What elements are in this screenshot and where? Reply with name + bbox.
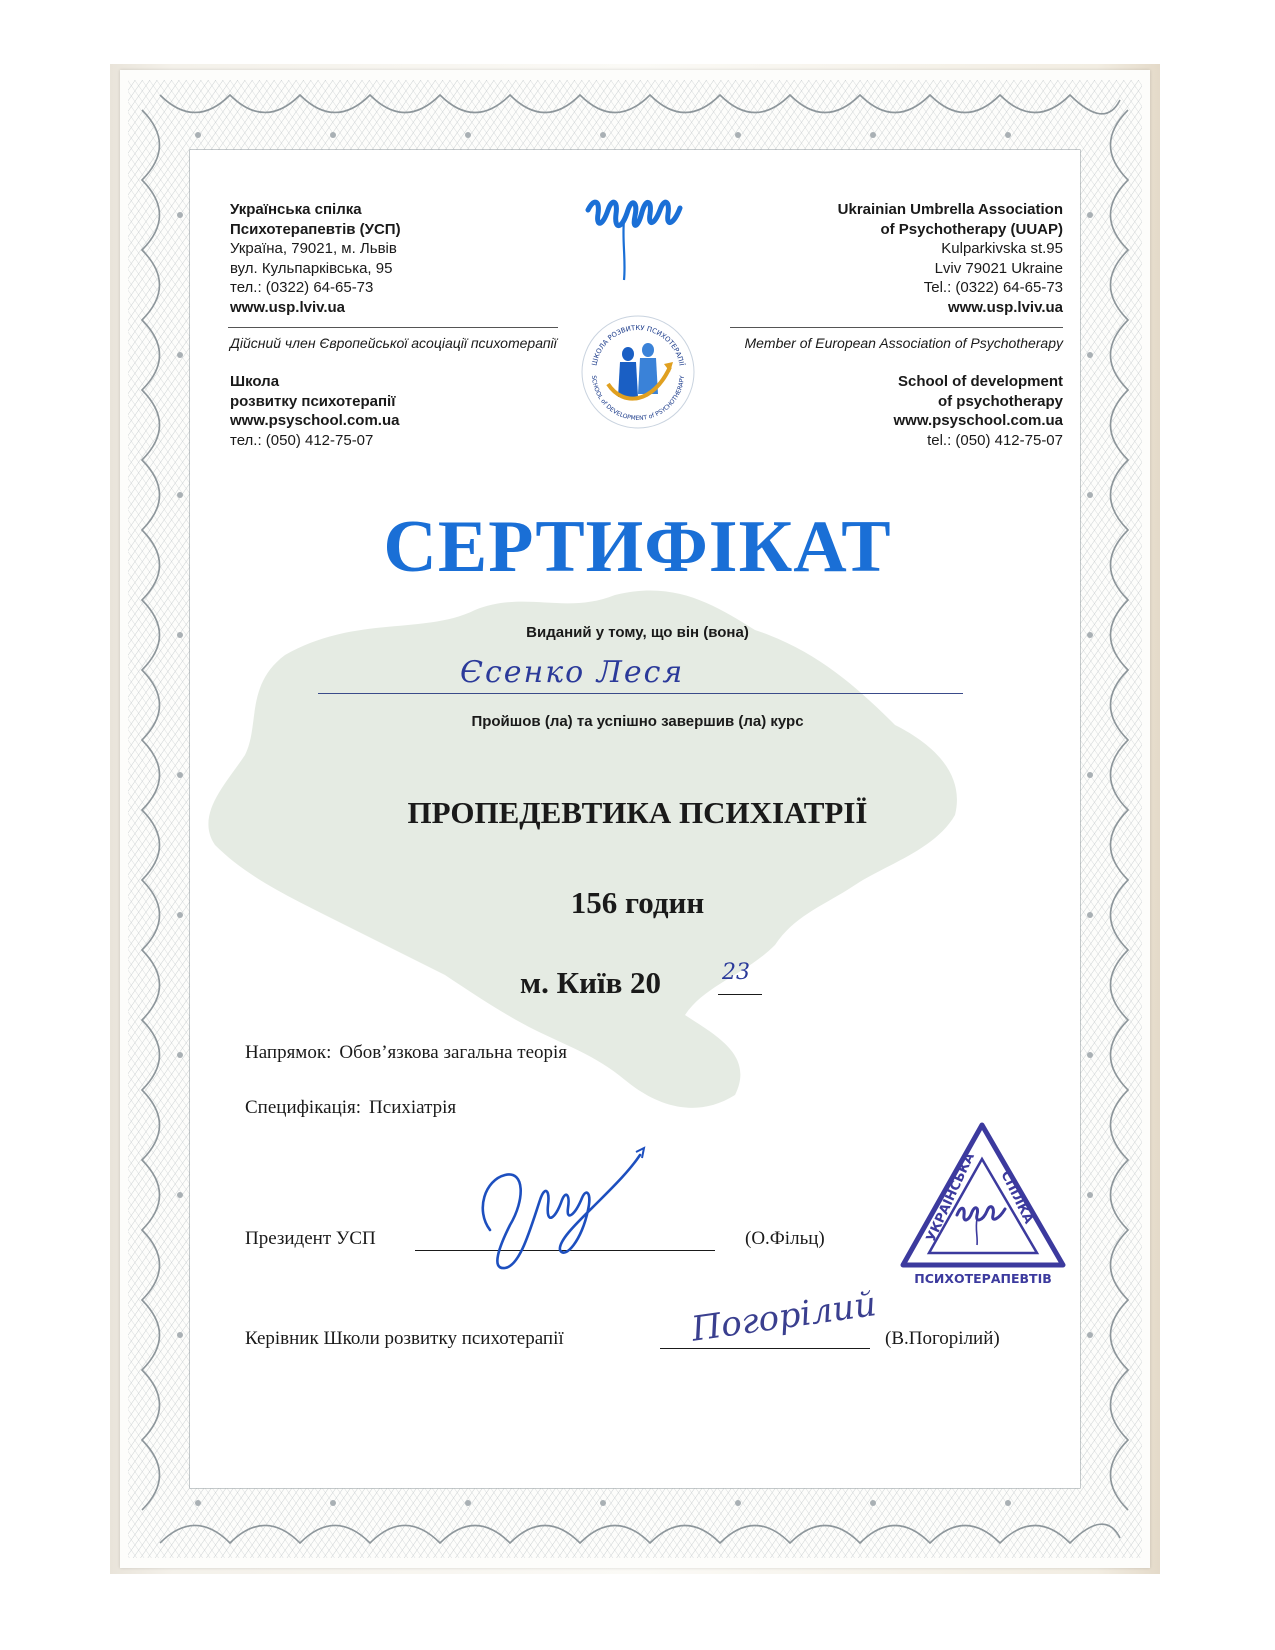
uuap-logo-icon <box>580 180 692 290</box>
recipient-name: Єсенко Леся <box>460 655 685 690</box>
phone-ua: тел.: (0322) 64-65-73 <box>230 279 374 296</box>
svg-text:УКРАЇНСЬКА <box>924 1151 978 1245</box>
president-name: (О.Фільц) <box>745 1228 825 1249</box>
head-signature <box>680 1265 900 1355</box>
head-label: Керівник Школи розвитку психотерапії <box>245 1328 564 1349</box>
website-ua: www.usp.lviv.ua <box>230 298 346 316</box>
school-phone-ua: тел.: (050) 412-75-07 <box>230 431 374 449</box>
direction-field <box>245 1042 567 1064</box>
address-ua-line2: вул. Кульпарківська, 95 <box>230 259 393 277</box>
school-name-en-line2: of psychotherapy <box>937 392 1063 410</box>
union-stamp <box>895 1115 1070 1290</box>
membership-ua: Дійсний член Європейської асоціації психотерапії <box>230 335 557 351</box>
course-title: ПРОПЕДЕВТИКА ПСИХІАТРІЇ <box>407 795 868 830</box>
school-website-en: www.psyschool.com.ua <box>893 412 1063 429</box>
school-name-ua-line2: розвитку психотерапії <box>230 392 396 410</box>
recipient-name-underline <box>318 693 963 694</box>
phone-en: Tel.: (0322) 64-65-73 <box>923 279 1063 296</box>
org-name-ua-line1: Українська спілка <box>230 201 362 218</box>
org-name-en-line1: Ukrainian Umbrella Association <box>837 201 1063 218</box>
specialization-label: Специфікація: <box>245 1097 362 1118</box>
course-hours: 156 годин <box>570 885 705 920</box>
org-name-ua-line2: Психотерапевтів (УСП) <box>230 220 401 238</box>
address-en-line1: Kulparkivska st.95 <box>941 240 1063 257</box>
seal-text-bottom: SCHOOL of DEVELOPMENT of PSYCHOTHERAPY <box>589 375 687 423</box>
school-website-ua: www.psyschool.com.ua <box>230 412 400 429</box>
school-name-en-line1: School of development <box>897 373 1063 390</box>
membership-en: Member of European Association of Psychotherapy <box>744 335 1063 351</box>
year-underline <box>718 994 762 995</box>
head-name: (В.Погорілий) <box>885 1328 1000 1349</box>
org-name-en-line2: of Psychotherapy (UUAP) <box>880 220 1063 238</box>
direction-label: Напрямок: <box>245 1042 332 1063</box>
school-info-ua <box>230 372 399 450</box>
stamp-text-right: СПІЛКА <box>997 1168 1036 1227</box>
specialization-value: Психіатрія <box>369 1097 457 1118</box>
certificate-title: СЕРТИФІКАТ <box>383 506 892 588</box>
school-seal-logo-icon <box>578 312 698 432</box>
specialization-field <box>245 1097 456 1119</box>
website-en: www.usp.lviv.ua <box>947 298 1063 316</box>
header-divider-right <box>730 327 1063 328</box>
school-info-en <box>760 372 1063 450</box>
completed-text: Пройшов (ла) та успішно завершив (ла) курс <box>471 713 804 730</box>
head-signature-text: Погорілий <box>689 1284 879 1350</box>
address-ua-line1: Україна, 79021, м. Львів <box>230 240 397 257</box>
stamp-text-bottom: ПСИХОТЕРАПЕВТІВ <box>914 1271 1052 1286</box>
school-name-ua-line1: Школа <box>230 373 280 390</box>
address-en-line2: Lviv 79021 Ukraine <box>934 259 1063 277</box>
stamp-text-left: УКРАЇНСЬКА <box>923 1150 978 1245</box>
header-left-org <box>230 200 401 317</box>
city-year: м. Київ 20 <box>520 965 662 1000</box>
year-suffix-handwritten: 23 <box>722 960 750 985</box>
direction-value: Обов’язкова загальна теорія <box>339 1042 568 1063</box>
school-phone-en: tel.: (050) 412-75-07 <box>927 431 1063 449</box>
seal-text-top: ШКОЛА РОЗВИТКУ ПСИХОТЕРАПІЇ <box>590 323 686 367</box>
header-right-org <box>760 200 1063 317</box>
president-label: Президент УСП <box>245 1228 376 1249</box>
issued-text: Виданий у тому, що він (вона) <box>526 624 749 641</box>
header-divider-left <box>228 327 558 328</box>
president-signature <box>470 1130 650 1280</box>
